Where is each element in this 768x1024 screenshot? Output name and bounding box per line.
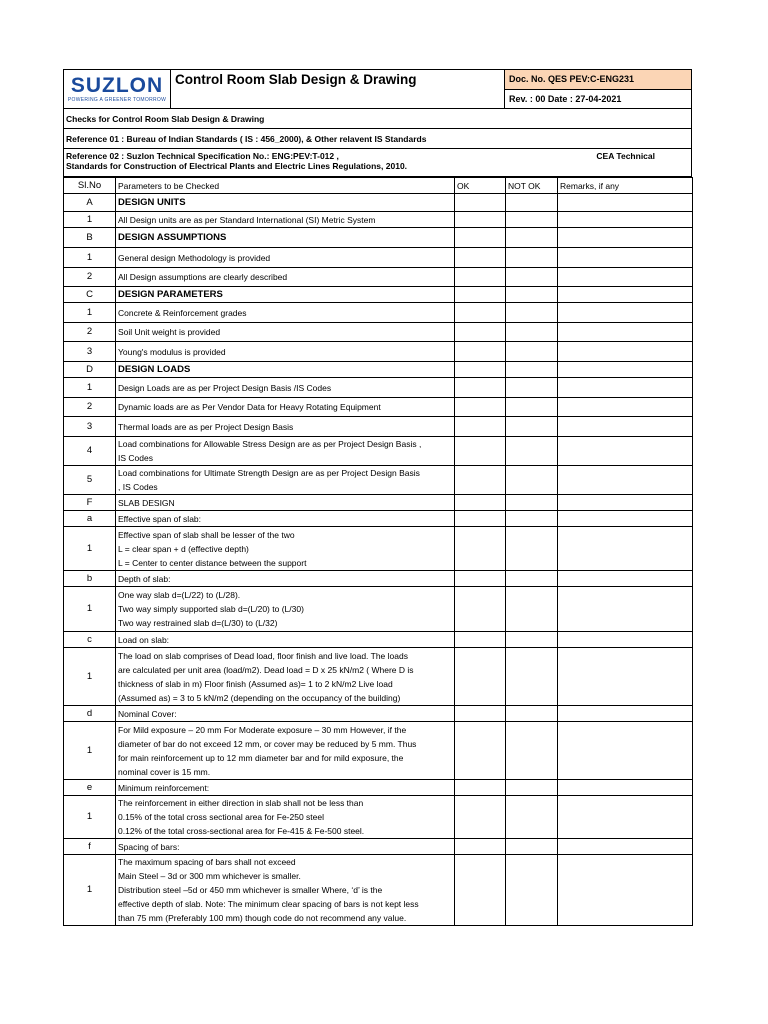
table-row — [64, 706, 693, 722]
ok-cell[interactable] — [455, 648, 506, 706]
row-parameter: The reinforcement in either direction in slab shall not be less than 0.15% of the total cross sectional area for Fe-250 steel 0.12% of the total cross-sectional area for Fe-415 & Fe-500 steel. — [116, 796, 455, 839]
table-row — [64, 648, 693, 706]
table-row — [64, 437, 693, 466]
not-ok-cell[interactable] — [506, 398, 558, 417]
ok-cell[interactable] — [455, 342, 506, 362]
ok-cell[interactable] — [455, 706, 506, 722]
checks-title: Checks for Control Room Slab Design & Drawing — [63, 109, 692, 129]
not-ok-cell[interactable] — [506, 287, 558, 303]
logo-wordmark: SUZLON — [70, 73, 164, 97]
remarks-cell[interactable] — [558, 511, 693, 527]
not-ok-cell[interactable] — [506, 495, 558, 511]
table-row — [64, 495, 693, 511]
not-ok-cell[interactable] — [506, 839, 558, 855]
remarks-cell[interactable] — [558, 378, 693, 398]
column-header-remarks: Remarks, if any — [558, 178, 693, 194]
remarks-cell[interactable] — [558, 706, 693, 722]
row-number: 1 — [64, 527, 116, 571]
ok-cell[interactable] — [455, 437, 506, 466]
remarks-cell[interactable] — [558, 362, 693, 378]
not-ok-cell[interactable] — [506, 362, 558, 378]
ok-cell[interactable] — [455, 796, 506, 839]
remarks-cell[interactable] — [558, 722, 693, 780]
row-parameter: Nominal Cover: — [116, 706, 455, 722]
ok-cell[interactable] — [455, 248, 506, 268]
row-parameter: One way slab d=(L/22) to (L/28). Two way simply supported slab d=(L/20) to (L/30) Two way restrained slab d=(L/30) to (L/32) — [116, 587, 455, 632]
not-ok-cell[interactable] — [506, 303, 558, 323]
row-parameter: Minimum reinforcement: — [116, 780, 455, 796]
row-number: 1 — [64, 855, 116, 926]
not-ok-cell[interactable] — [506, 722, 558, 780]
table-row — [64, 378, 693, 398]
remarks-cell[interactable] — [558, 855, 693, 926]
checklist-table — [63, 177, 693, 926]
row-parameter: The maximum spacing of bars shall not exceed Main Steel – 3d or 300 mm whichever is smaller. Distribution steel –5d or 450 mm whichever is smaller Where, ‘d’ is the effective depth of slab. Note: The minimum clear spacing of bars is not kept less than 75 mm (Preferably 100 mm) though code do not recommend any value. — [116, 855, 455, 926]
column-header-not-ok: NOT OK — [506, 178, 558, 194]
row-number: B — [64, 228, 116, 248]
row-parameter: The load on slab comprises of Dead load, floor finish and live load. The loads are calculated per unit area (load/m2). Dead load = D x 25 kN/m2 ( Where D is thickness of slab in m) Floor finish (Assumed as)= 1 to 2 kN/m2 Live load (Assumed as) = 3 to 5 kN/m2 (depending on the occupancy of the building) — [116, 648, 455, 706]
document-meta — [505, 70, 691, 108]
row-parameter: Load combinations for Ultimate Strength Design are as per Project Design Basis , IS Codes — [116, 466, 455, 495]
ok-cell[interactable] — [455, 398, 506, 417]
table-row — [64, 632, 693, 648]
row-number: A — [64, 194, 116, 212]
row-parameter: General design Methodology is provided — [116, 248, 455, 268]
table-row — [64, 527, 693, 571]
row-number: 2 — [64, 268, 116, 287]
reference-02-standards: Standards for Construction of Electrical Plants and Electric Lines Regulations, 2010. — [66, 161, 408, 171]
ok-cell[interactable] — [455, 303, 506, 323]
document-header — [63, 69, 692, 109]
ok-cell[interactable] — [455, 527, 506, 571]
remarks-cell[interactable] — [558, 228, 693, 248]
row-parameter: Effective span of slab: — [116, 511, 455, 527]
row-parameter: Depth of slab: — [116, 571, 455, 587]
row-parameter: All Design units are as per Standard International (SI) Metric System — [116, 212, 455, 228]
row-number: 1 — [64, 722, 116, 780]
table-row — [64, 398, 693, 417]
not-ok-cell[interactable] — [506, 323, 558, 342]
remarks-cell[interactable] — [558, 495, 693, 511]
not-ok-cell[interactable] — [506, 212, 558, 228]
column-header-parameters: Parameters to be Checked — [116, 178, 455, 194]
row-number: 1 — [64, 796, 116, 839]
row-parameter: DESIGN ASSUMPTIONS — [116, 228, 455, 248]
table-row — [64, 417, 693, 437]
not-ok-cell[interactable] — [506, 632, 558, 648]
remarks-cell[interactable] — [558, 398, 693, 417]
ok-cell[interactable] — [455, 780, 506, 796]
row-parameter: All Design assumptions are clearly described — [116, 268, 455, 287]
table-row — [64, 342, 693, 362]
remarks-cell[interactable] — [558, 342, 693, 362]
ok-cell[interactable] — [455, 268, 506, 287]
remarks-cell[interactable] — [558, 417, 693, 437]
ok-cell[interactable] — [455, 587, 506, 632]
row-parameter: Effective span of slab shall be lesser of the two L = clear span + d (effective depth) L = Center to center distance between the support — [116, 527, 455, 571]
not-ok-cell[interactable] — [506, 571, 558, 587]
table-row — [64, 855, 693, 926]
ok-cell[interactable] — [455, 839, 506, 855]
not-ok-cell[interactable] — [506, 527, 558, 571]
not-ok-cell[interactable] — [506, 466, 558, 495]
logo-tagline: POWERING A GREENER TOMORROW — [67, 96, 167, 103]
not-ok-cell[interactable] — [506, 780, 558, 796]
ok-cell[interactable] — [455, 228, 506, 248]
row-number: c — [64, 632, 116, 648]
row-number: b — [64, 571, 116, 587]
table-row — [64, 511, 693, 527]
row-number: 1 — [64, 587, 116, 632]
ok-cell[interactable] — [455, 194, 506, 212]
table-row — [64, 466, 693, 495]
ok-cell[interactable] — [455, 855, 506, 926]
row-parameter: Design Loads are as per Project Design Basis /IS Codes — [116, 378, 455, 398]
revision-date: Rev. : 00 Date : 27-04-2021 — [509, 93, 622, 104]
remarks-cell[interactable] — [558, 437, 693, 466]
row-parameter: DESIGN LOADS — [116, 362, 455, 378]
row-parameter: Spacing of bars: — [116, 839, 455, 855]
ok-cell[interactable] — [455, 323, 506, 342]
row-parameter: For Mild exposure – 20 mm For Moderate exposure – 30 mm However, if the diameter of bar do not exceed 12 mm, or cover may be reduced by 5 mm. Thus for main reinforcement up to 12 mm diameter bar and for mild exposure, the nominal cover is 15 mm. — [116, 722, 455, 780]
row-number: 3 — [64, 417, 116, 437]
remarks-cell[interactable] — [558, 632, 693, 648]
reference-02-spec: Reference 02 : Suzlon Technical Specification No.: ENG:PEV:T-012 , — [66, 151, 339, 161]
suzlon-logo — [64, 70, 171, 108]
remarks-cell[interactable] — [558, 571, 693, 587]
not-ok-cell[interactable] — [506, 511, 558, 527]
not-ok-cell[interactable] — [506, 437, 558, 466]
ok-cell[interactable] — [455, 362, 506, 378]
row-number: f — [64, 839, 116, 855]
row-number: 3 — [64, 342, 116, 362]
table-row — [64, 722, 693, 780]
row-number: 2 — [64, 323, 116, 342]
table-row — [64, 323, 693, 342]
ok-cell[interactable] — [455, 417, 506, 437]
row-parameter: Load combinations for Allowable Stress Design are as per Project Design Basis , IS Codes — [116, 437, 455, 466]
table-row — [64, 287, 693, 303]
not-ok-cell[interactable] — [506, 378, 558, 398]
checklist-sheet — [63, 69, 692, 926]
row-number: d — [64, 706, 116, 722]
row-parameter: Thermal loads are as per Project Design Basis — [116, 417, 455, 437]
remarks-cell[interactable] — [558, 287, 693, 303]
ok-cell[interactable] — [455, 212, 506, 228]
remarks-cell[interactable] — [558, 466, 693, 495]
table-row — [64, 362, 693, 378]
row-number: 2 — [64, 398, 116, 417]
reference-02 — [63, 149, 692, 177]
ok-cell[interactable] — [455, 722, 506, 780]
table-row — [64, 248, 693, 268]
not-ok-cell[interactable] — [506, 268, 558, 287]
not-ok-cell[interactable] — [506, 587, 558, 632]
table-row — [64, 587, 693, 632]
remarks-cell[interactable] — [558, 268, 693, 287]
ok-cell[interactable] — [455, 466, 506, 495]
row-number: a — [64, 511, 116, 527]
row-number: 1 — [64, 303, 116, 323]
table-row — [64, 268, 693, 287]
document-title: Control Room Slab Design & Drawing — [171, 70, 505, 108]
row-parameter: DESIGN UNITS — [116, 194, 455, 212]
row-parameter: SLAB DESIGN — [116, 495, 455, 511]
ok-cell[interactable] — [455, 287, 506, 303]
row-number: e — [64, 780, 116, 796]
row-number: D — [64, 362, 116, 378]
ok-cell[interactable] — [455, 378, 506, 398]
not-ok-cell[interactable] — [506, 855, 558, 926]
table-row — [64, 780, 693, 796]
remarks-cell[interactable] — [558, 839, 693, 855]
not-ok-cell[interactable] — [506, 228, 558, 248]
row-parameter: Young's modulus is provided — [116, 342, 455, 362]
remarks-cell[interactable] — [558, 212, 693, 228]
row-parameter: Load on slab: — [116, 632, 455, 648]
remarks-cell[interactable] — [558, 248, 693, 268]
remarks-cell[interactable] — [558, 780, 693, 796]
row-number: 4 — [64, 437, 116, 466]
row-parameter: Dynamic loads are as Per Vendor Data for Heavy Rotating Equipment — [116, 398, 455, 417]
remarks-cell[interactable] — [558, 323, 693, 342]
not-ok-cell[interactable] — [506, 796, 558, 839]
reference-01: Reference 01 : Bureau of Indian Standards ( IS : 456_2000), & Other relavent IS Standards — [63, 129, 692, 149]
table-row — [64, 228, 693, 248]
table-row — [64, 839, 693, 855]
not-ok-cell[interactable] — [506, 342, 558, 362]
column-header-ok: OK — [455, 178, 506, 194]
not-ok-cell[interactable] — [506, 194, 558, 212]
remarks-cell[interactable] — [558, 527, 693, 571]
row-number: 1 — [64, 378, 116, 398]
remarks-cell[interactable] — [558, 194, 693, 212]
row-number: F — [64, 495, 116, 511]
column-header-slno: Sl.No — [64, 178, 116, 194]
ok-cell[interactable] — [455, 511, 506, 527]
ok-cell[interactable] — [455, 495, 506, 511]
row-parameter: Soil Unit weight is provided — [116, 323, 455, 342]
row-parameter: Concrete & Reinforcement grades — [116, 303, 455, 323]
reference-02-cea: CEA Technical — [596, 151, 655, 161]
table-row — [64, 212, 693, 228]
not-ok-cell[interactable] — [506, 417, 558, 437]
not-ok-cell[interactable] — [506, 706, 558, 722]
table-row — [64, 303, 693, 323]
row-number: C — [64, 287, 116, 303]
not-ok-cell[interactable] — [506, 648, 558, 706]
remarks-cell[interactable] — [558, 587, 693, 632]
remarks-cell[interactable] — [558, 303, 693, 323]
row-parameter: DESIGN PARAMETERS — [116, 287, 455, 303]
table-row — [64, 194, 693, 212]
row-number: 5 — [64, 466, 116, 495]
row-number: 1 — [64, 648, 116, 706]
row-number: 1 — [64, 248, 116, 268]
remarks-cell[interactable] — [558, 648, 693, 706]
doc-number: Doc. No. QES PEV:C-ENG231 — [505, 70, 691, 90]
ok-cell[interactable] — [455, 632, 506, 648]
table-row — [64, 796, 693, 839]
remarks-cell[interactable] — [558, 796, 693, 839]
ok-cell[interactable] — [455, 571, 506, 587]
row-number: 1 — [64, 212, 116, 228]
not-ok-cell[interactable] — [506, 248, 558, 268]
table-row — [64, 571, 693, 587]
